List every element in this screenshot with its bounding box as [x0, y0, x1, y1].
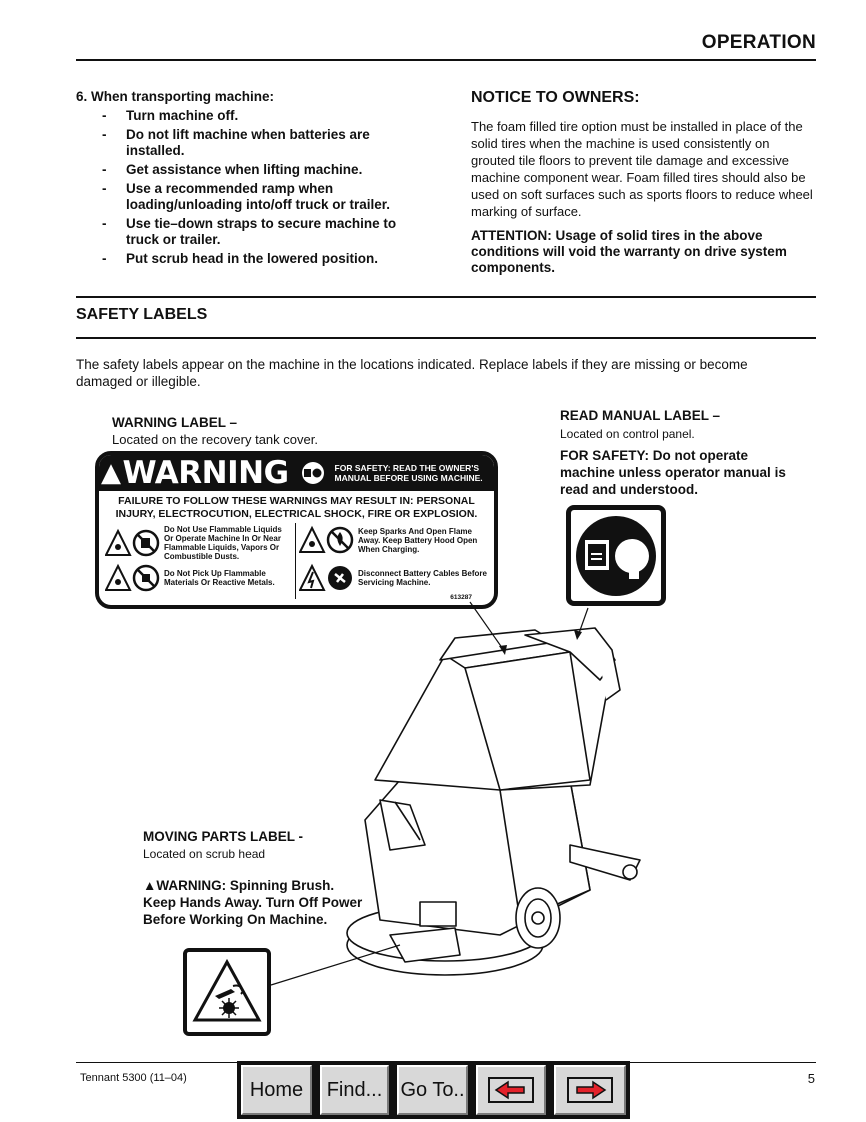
arrow-right-icon[interactable] [567, 1077, 613, 1103]
find-button[interactable] [316, 1061, 393, 1119]
moving-parts-label-location: Located on scrub head [143, 847, 266, 861]
moving-parts-warning: ▲WARNING: Spinning Brush. Keep Hands Away. Turn Off Power Before Working On Machine. [143, 878, 363, 927]
notice-to-owners [471, 89, 816, 284]
spinning-brush-pictogram [183, 948, 271, 1036]
warning-triangle-icon: ▲ [101, 458, 121, 488]
warning-item: Do Not Pick Up Flammable Materials Or Reactive Metals. [105, 563, 293, 593]
header-rule [76, 59, 816, 61]
warning-triangle-icon: ▲ [143, 878, 157, 893]
list-item: - Turn machine off. [102, 108, 239, 123]
notice-body: The foam filled tire option must be installed in place of the solid tires when the machine is used consistently on grouted tile floors to prevent tile damage and excessive machine component wear. Foam filled tires should also be used on soft surfaces such as sports floors to reduce wheel marking of surface. [471, 119, 813, 219]
find-button-label[interactable]: Find... [320, 1065, 389, 1115]
next-page-button[interactable] [550, 1061, 630, 1119]
read-manual-label-location: Located on control panel. [560, 427, 695, 441]
previous-page-button[interactable] [472, 1061, 550, 1119]
divider [295, 523, 296, 599]
notice-attention: ATTENTION: Usage of solid tires in the above conditions will void the warranty on drive system components. [471, 228, 787, 275]
list-item: - Put scrub head in the lowered position. [102, 251, 379, 266]
warning-label-location: Located on the recovery tank cover. [112, 432, 318, 447]
failure-text: FAILURE TO FOLLOW THESE WARNINGS MAY RESULT IN: PERSONAL INJURY, ELECTROCUTION, ELECTRICAL SHOCK, FIRE OR EXPLOSION. [115, 495, 478, 520]
goto-button-label[interactable]: Go To.. [397, 1065, 468, 1115]
transport-steps [76, 89, 426, 270]
moving-parts-label-title: MOVING PARTS LABEL - [143, 829, 304, 844]
scrubber-machine-illustration [270, 590, 650, 1010]
warning-label-title: WARNING LABEL – [112, 415, 238, 430]
safety-intro: The safety labels appear on the machine in the locations indicated. Replace labels if they are missing or become damaged or illegible. [76, 357, 748, 389]
warning-item: Keep Sparks And Open Flame Away. Keep Battery Hood Open When Charging. [299, 525, 489, 555]
warning-item: Disconnect Battery Cables Before Servicing Machine. [299, 563, 489, 593]
list-item: - Get assistance when lifting machine. [102, 162, 363, 177]
read-manual-label-note: FOR SAFETY: Do not operate machine unless operator manual is read and understood. [560, 448, 786, 497]
read-manual-label-title: READ MANUAL LABEL – [560, 408, 721, 423]
goto-button[interactable] [393, 1061, 472, 1119]
read-manual-icon [297, 456, 329, 490]
arrow-left-icon[interactable] [488, 1077, 534, 1103]
list-item: - Do not lift machine when batteries are installed. [102, 127, 370, 158]
read-manual-strip [297, 456, 498, 490]
notice-title: NOTICE TO OWNERS: [471, 89, 640, 106]
section-title: OPERATION [701, 32, 816, 53]
safety-labels-title: SAFETY LABELS [76, 306, 208, 323]
page-number: 5 [807, 1071, 815, 1086]
warning-word: ▲ WARNING [101, 455, 289, 491]
list-item: - Use a recommended ramp when loading/unloading into/off truck or trailer. [102, 181, 391, 212]
footer-model: Tennant 5300 (11–04) [80, 1072, 187, 1084]
warning-label [95, 451, 498, 609]
reactive-metals-prohibited-icon [105, 563, 161, 593]
section-rule-top [76, 296, 816, 298]
spinning-brush-icon [191, 956, 263, 1028]
safety-read-text: FOR SAFETY: READ THE OWNER'S MANUAL BEFORE USING MACHINE. [329, 456, 498, 490]
transport-heading: 6. When transporting machine: [76, 89, 275, 104]
warning-item: Do Not Use Flammable Liquids Or Operate Machine In Or Near Flammable Liquids, Vapors Or Combustible Dusts. [105, 525, 293, 561]
flame-prohibited-icon [299, 525, 355, 555]
electrical-disconnect-icon [299, 563, 355, 593]
home-button-label[interactable]: Home [241, 1065, 312, 1115]
flammable-prohibited-icon [105, 528, 161, 558]
part-number: 613287 [450, 594, 472, 601]
read-manual-icon [574, 514, 658, 598]
warning-label-banner [99, 455, 494, 491]
home-button[interactable] [237, 1061, 316, 1119]
section-rule-bottom [76, 337, 816, 339]
list-item: - Use tie–down straps to secure machine to truck or trailer. [102, 216, 397, 247]
